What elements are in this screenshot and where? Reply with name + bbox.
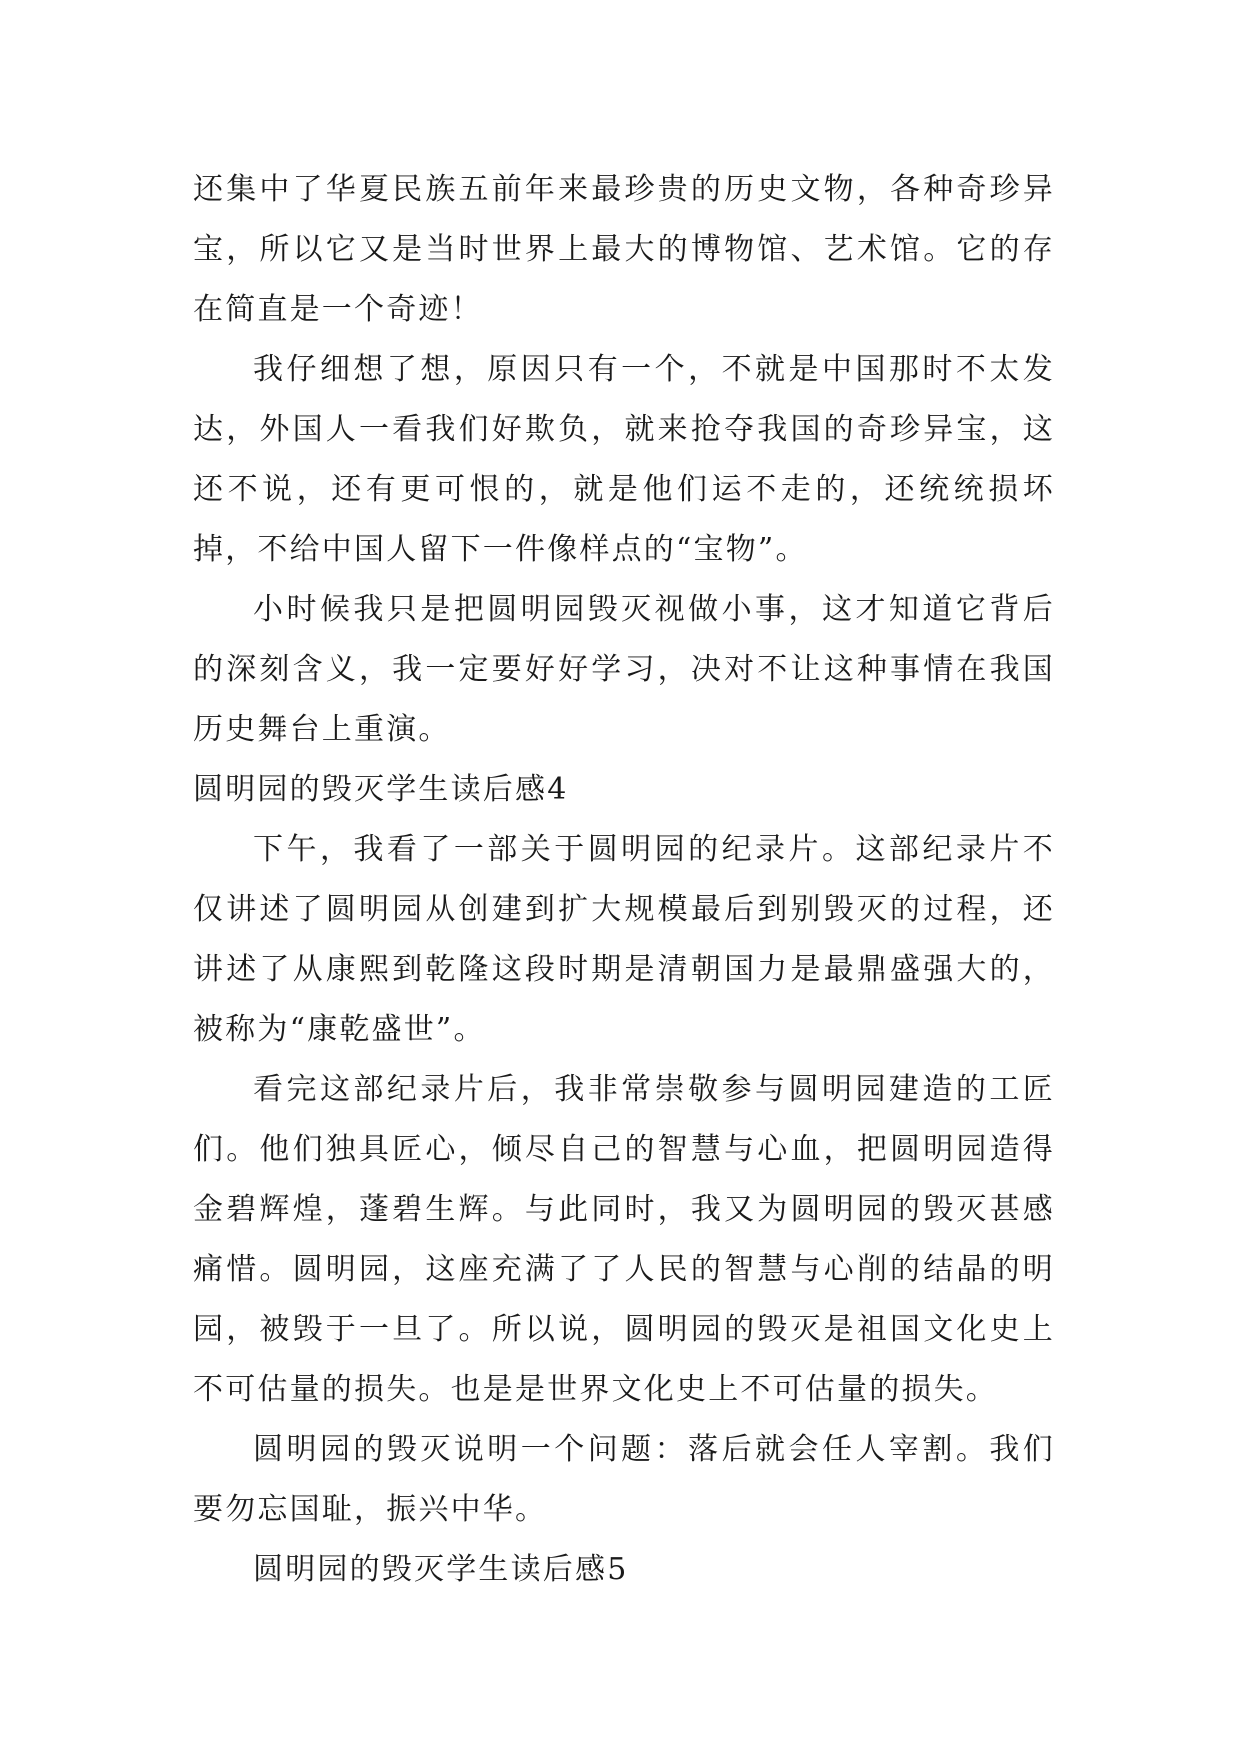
paragraph-6: 圆明园的毁灭说明一个问题：落后就会任人宰割。我们要勿忘国耻，振兴中华。 — [193, 1432, 1055, 1527]
paragraph-2: 我仔细想了想，原因只有一个，不就是中国那时不太发达，外国人一看我们好欺负，就来抢夺我国的奇珍异宝，这还不说，还有更可恨的，就是他们运不走的，还统统损坏掉，不给中国人留下一件像样点的“宝物”。 — [193, 352, 1055, 567]
document-body — [193, 160, 1055, 1600]
section-heading-5: 圆明园的毁灭学生读后感5 — [253, 1552, 629, 1587]
section-heading-4: 圆明园的毁灭学生读后感4 — [193, 772, 569, 807]
paragraph-4: 下午，我看了一部关于圆明园的纪录片。这部纪录片不仅讲述了圆明园从创建到扩大规模最后到别毁灭的过程，还讲述了从康熙到乾隆这段时期是清朝国力是最鼎盛强大的，被称为“康乾盛世”。 — [193, 832, 1055, 1047]
paragraph-1: 还集中了华夏民族五前年来最珍贵的历史文物，各种奇珍异宝，所以它又是当时世界上最大的博物馆、艺术馆。它的存在简直是一个奇迹！ — [193, 172, 1055, 327]
paragraph-3: 小时候我只是把圆明园毁灭视做小事，这才知道它背后的深刻含义，我一定要好好学习，决对不让这种事情在我国历史舞台上重演。 — [193, 592, 1055, 747]
paragraph-5: 看完这部纪录片后，我非常崇敬参与圆明园建造的工匠们。他们独具匠心，倾尽自己的智慧与心血，把圆明园造得金碧辉煌，蓬碧生辉。与此同时，我又为圆明园的毁灭甚感痛惜。圆明园，这座充满了了人民的智慧与心削的结晶的明园，被毁于一旦了。所以说，圆明园的毁灭是祖国文化史上不可估量的损失。也是是世界文化史上不可估量的损失。 — [193, 1072, 1055, 1407]
